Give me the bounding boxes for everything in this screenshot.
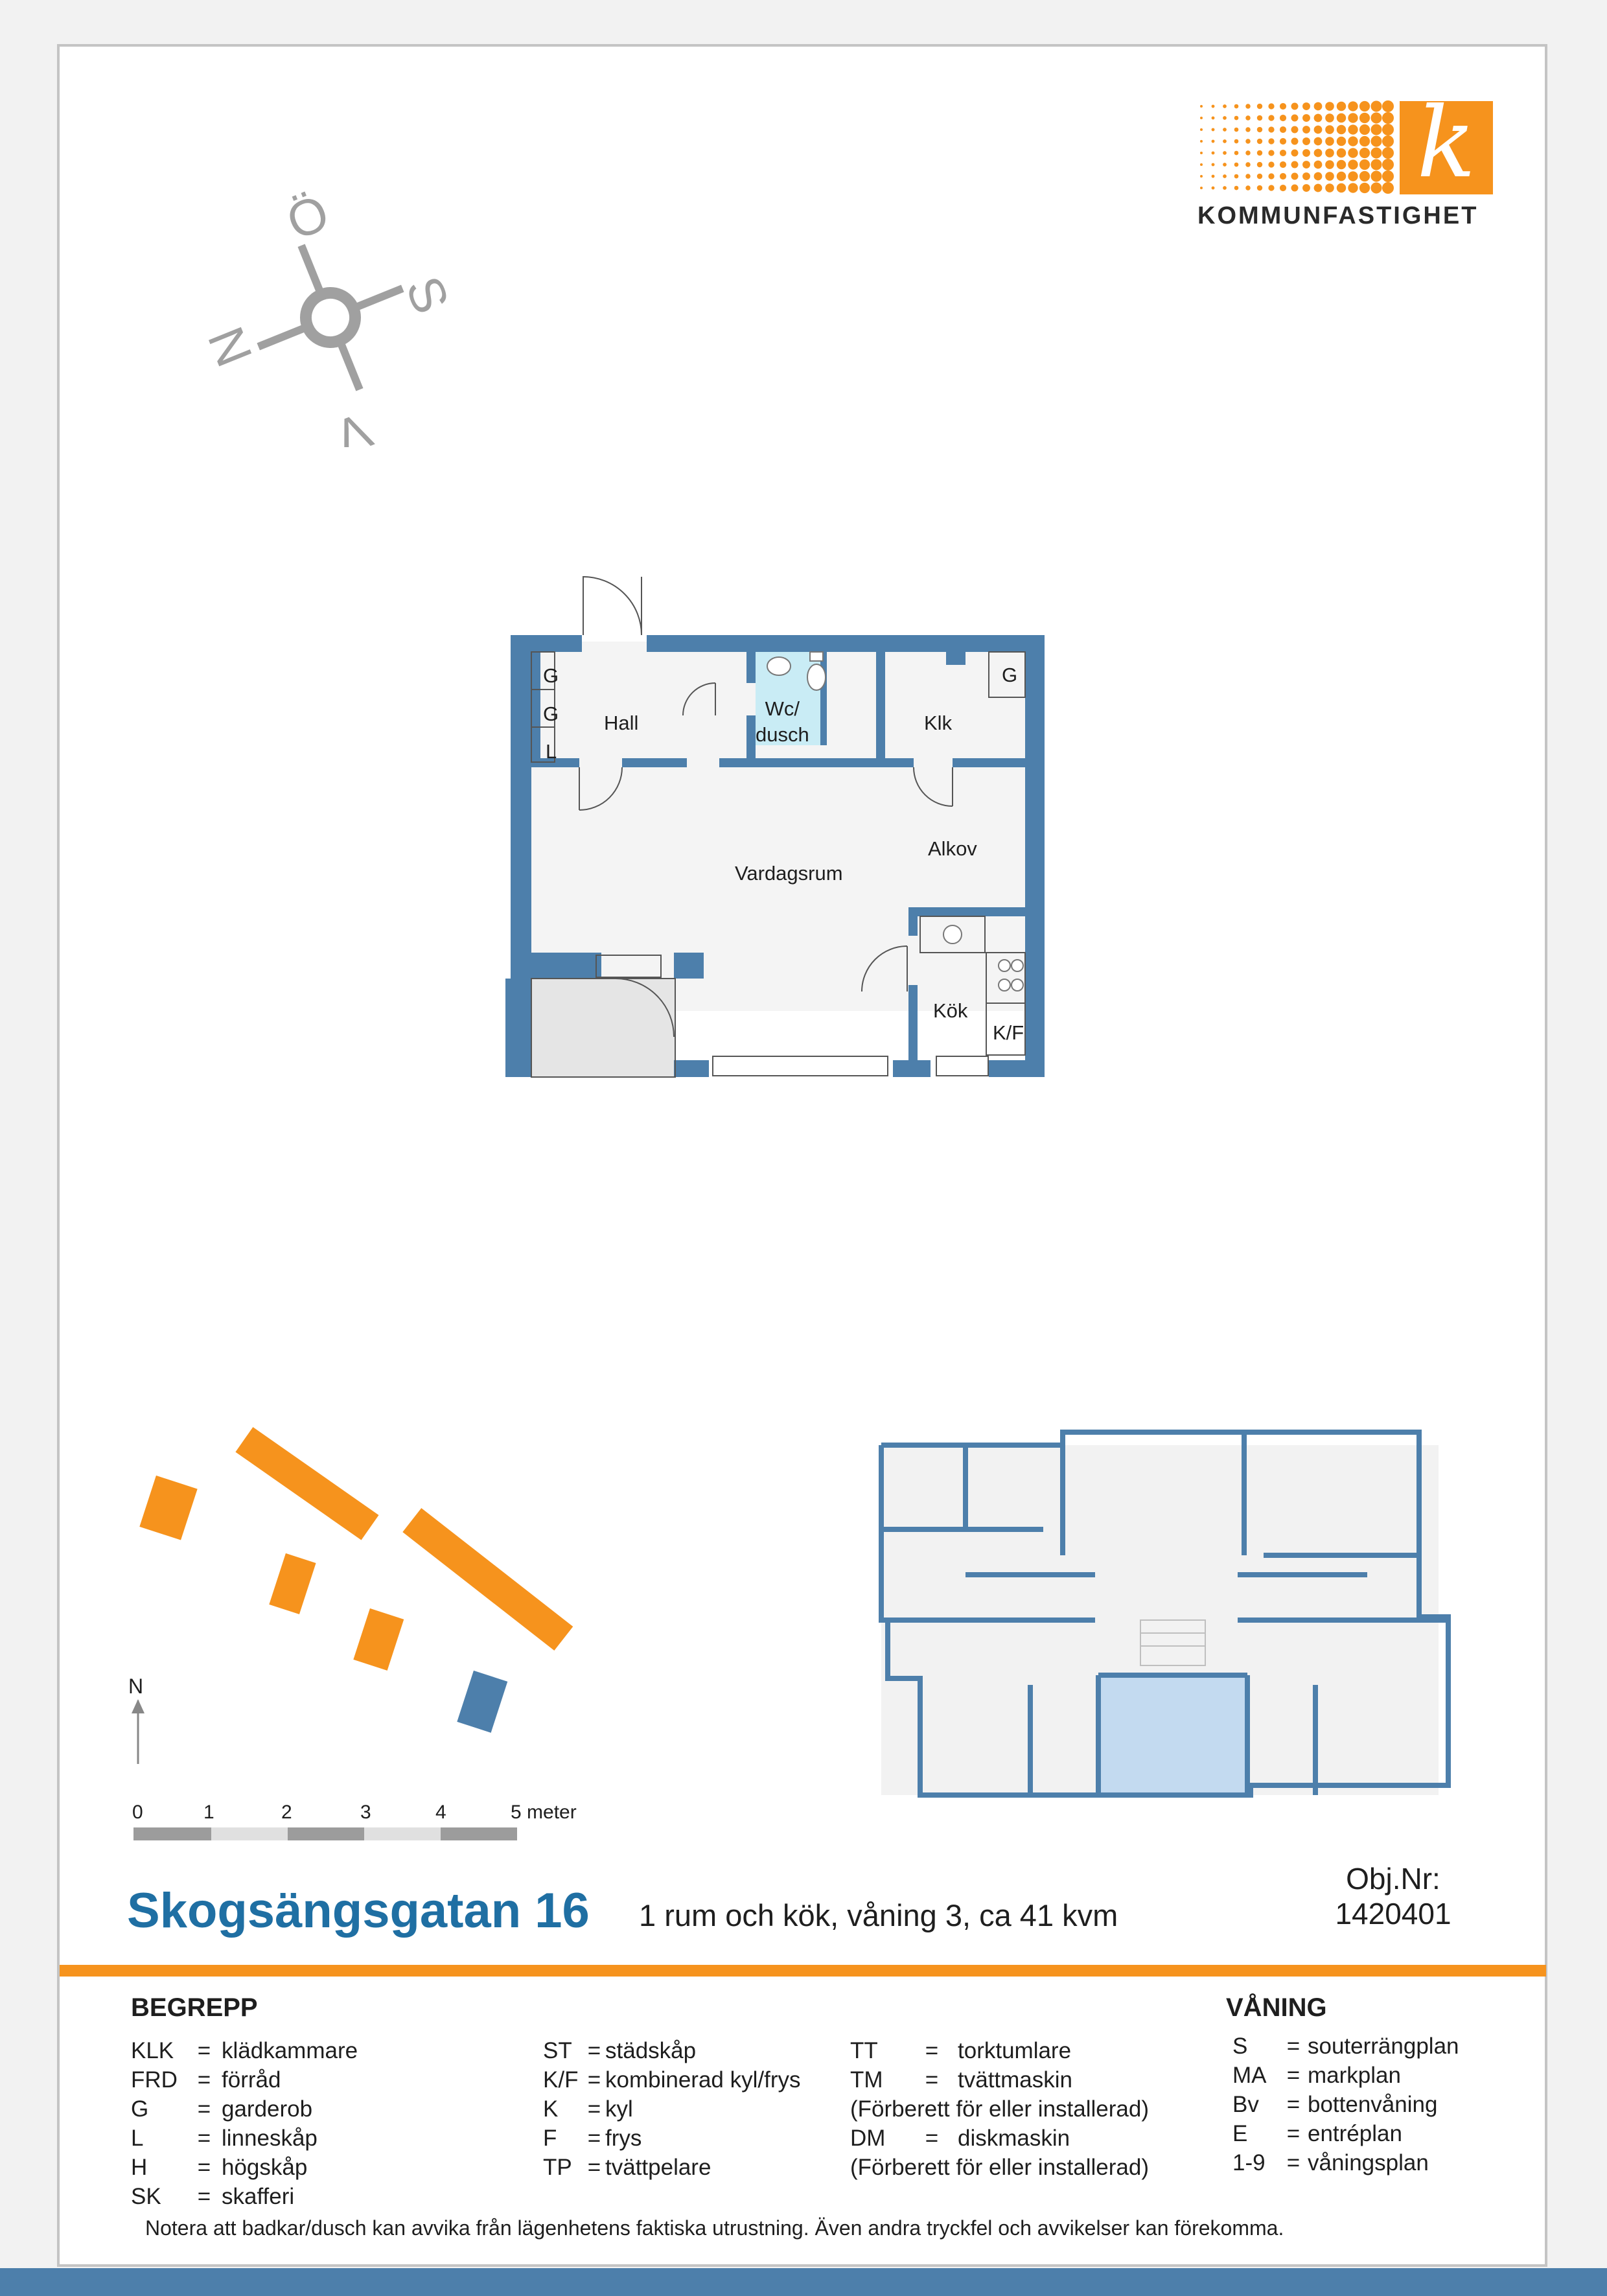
legend-text: våningsplan xyxy=(1308,2150,1429,2175)
apartment-summary: 1 rum och kök, våning 3, ca 41 kvm xyxy=(639,1898,1118,1932)
legend-text: kombinerad kyl/frys xyxy=(605,2067,801,2093)
legend-abbr: TT xyxy=(850,2038,878,2063)
compass-east-label: Ö xyxy=(279,188,337,251)
floor-plan xyxy=(499,564,1056,1089)
scale-tick-2: 2 xyxy=(281,1802,292,1823)
legend-equals: = xyxy=(587,2155,601,2180)
legend-text: entréplan xyxy=(1308,2121,1402,2146)
logo-wordmark: KOMMUNFASTIGHET xyxy=(1197,202,1479,229)
legend-text: förråd xyxy=(222,2067,281,2093)
legend-abbr: H xyxy=(131,2155,148,2180)
legend-row xyxy=(1232,2063,1401,2089)
legend-abbr: K xyxy=(543,2096,559,2122)
legend-row xyxy=(543,2155,711,2181)
room-label-klk: Klk xyxy=(924,712,953,734)
legend-equals: = xyxy=(197,2155,211,2180)
disclaimer-note: Notera att badkar/dusch kan avvika från lägenhetens faktiska utrustning. Även andra tryckfel och avvikelser kan förekomma. xyxy=(145,2216,1284,2240)
legend-equals: = xyxy=(587,2038,601,2063)
compass-north-label: N xyxy=(196,319,264,375)
legend-row xyxy=(543,2096,633,2122)
scale-bar xyxy=(133,1827,520,1842)
legend-abbr: SK xyxy=(131,2184,161,2209)
legend-row xyxy=(1232,2092,1437,2118)
compass-rose xyxy=(194,188,467,447)
legend-row xyxy=(1232,2150,1429,2176)
address-title: Skogsängsgatan 16 xyxy=(127,1883,590,1938)
scale-tick-3: 3 xyxy=(360,1802,371,1823)
legend-row xyxy=(850,2126,1070,2151)
legend-text: städskåp xyxy=(605,2038,697,2063)
legend-abbr: G xyxy=(131,2096,149,2122)
legend-equals: = xyxy=(587,2126,601,2151)
legend-row xyxy=(131,2155,307,2181)
legend-equals: = xyxy=(925,2067,939,2093)
legend-row xyxy=(543,2038,696,2064)
room-label-vardagsrum: Vardagsrum xyxy=(735,862,843,885)
legend-equals: = xyxy=(197,2184,211,2209)
compass-south-label: S xyxy=(395,268,461,321)
site-north-label: N xyxy=(128,1675,144,1698)
legend-equals: = xyxy=(587,2067,601,2093)
legend-abbr: K/F xyxy=(543,2067,579,2093)
legend-text: linneskåp xyxy=(222,2126,318,2151)
legend-text: bottenvåning xyxy=(1308,2092,1438,2117)
compass-west-label: V xyxy=(327,401,380,447)
legend-abbr: FRD xyxy=(131,2067,178,2093)
object-number-value: 1420401 xyxy=(1335,1897,1451,1931)
legend-abbr: ST xyxy=(543,2038,572,2063)
room-label-l: L xyxy=(546,740,557,763)
legend-abbr: TP xyxy=(543,2155,572,2180)
legend-abbr: TM xyxy=(850,2067,883,2093)
orange-divider xyxy=(60,1965,1546,1977)
legend-abbr: Bv xyxy=(1232,2092,1259,2117)
legend-abbr: KLK xyxy=(131,2038,174,2063)
scale-tick-0: 0 xyxy=(132,1802,143,1823)
object-number-label: Obj.Nr: xyxy=(1346,1862,1440,1896)
legend-row xyxy=(131,2096,312,2122)
legend-text: frys xyxy=(605,2126,642,2151)
legend-text: garderob xyxy=(222,2096,313,2122)
begrepp-heading: BEGREPP xyxy=(131,1993,258,2022)
legend-row xyxy=(850,2096,1149,2122)
room-label-wc: Wc/ dusch xyxy=(756,697,809,746)
vaning-heading: VÅNING xyxy=(1226,1993,1327,2022)
legend-row xyxy=(543,2126,642,2151)
legend-text: diskmaskin xyxy=(958,2126,1070,2151)
legend-equals: = xyxy=(1286,2150,1301,2175)
legend-row xyxy=(131,2038,358,2064)
legend-equals: = xyxy=(1286,2121,1301,2146)
legend-abbr: E xyxy=(1232,2121,1248,2146)
scale-tick-5: 5 meter xyxy=(511,1802,577,1823)
room-label-alkov: Alkov xyxy=(928,837,977,860)
legend-abbr: 1-9 xyxy=(1232,2150,1266,2175)
room-label-g3: G xyxy=(1002,664,1018,686)
legend-text: tvättpelare xyxy=(605,2155,711,2180)
room-label-kok: Kök xyxy=(933,999,968,1022)
legend-equals: = xyxy=(1286,2092,1301,2117)
room-label-kf: K/F xyxy=(993,1021,1024,1044)
logo-graphic xyxy=(1196,100,1494,197)
legend-equals: = xyxy=(1286,2034,1301,2059)
legend-equals: = xyxy=(197,2038,211,2063)
legend-equals: = xyxy=(925,2126,939,2151)
kommunfastighet-logo xyxy=(1196,100,1494,197)
legend-text: kyl xyxy=(605,2096,633,2122)
legend-row xyxy=(850,2067,1072,2093)
legend-text: markplan xyxy=(1308,2063,1401,2088)
legend-equals: = xyxy=(197,2126,211,2151)
legend-abbr: DM xyxy=(850,2126,886,2151)
bottom-stripe xyxy=(0,2268,1607,2296)
legend-equals: = xyxy=(587,2096,601,2122)
legend-row xyxy=(850,2038,1071,2064)
legend-text: (Förberett för eller installerad) xyxy=(850,2096,1149,2122)
legend-abbr: S xyxy=(1232,2034,1248,2059)
site-map xyxy=(130,1406,622,1756)
room-label-hall: Hall xyxy=(604,712,639,734)
scale-tick-1: 1 xyxy=(203,1802,214,1823)
legend-abbr: F xyxy=(543,2126,557,2151)
building-key-plan xyxy=(875,1426,1458,1808)
legend-row xyxy=(131,2067,281,2093)
legend-text: souterrängplan xyxy=(1308,2034,1459,2059)
legend-row xyxy=(1232,2034,1459,2059)
legend-equals: = xyxy=(925,2038,939,2063)
legend-abbr: L xyxy=(131,2126,144,2151)
legend-equals: = xyxy=(197,2067,211,2093)
legend-text: högskåp xyxy=(222,2155,308,2180)
legend-text: klädkammare xyxy=(222,2038,358,2063)
legend-text: skafferi xyxy=(222,2184,295,2209)
logo-letter: k xyxy=(1416,100,1476,197)
legend-equals: = xyxy=(1286,2063,1301,2088)
legend-abbr: MA xyxy=(1232,2063,1267,2088)
legend-row xyxy=(131,2126,318,2151)
legend-row xyxy=(543,2067,800,2093)
room-label-g2: G xyxy=(543,702,559,725)
legend-row xyxy=(1232,2121,1402,2147)
scale-tick-4: 4 xyxy=(435,1802,446,1823)
legend-text: (Förberett för eller installerad) xyxy=(850,2155,1149,2180)
object-number xyxy=(1335,1861,1451,1931)
site-north-arrow xyxy=(127,1675,149,1765)
legend-text: torktumlare xyxy=(958,2038,1072,2063)
legend-text: tvättmaskin xyxy=(958,2067,1072,2093)
legend-equals: = xyxy=(197,2096,211,2122)
room-label-g1: G xyxy=(543,664,559,687)
legend-row xyxy=(850,2155,1149,2181)
legend-row xyxy=(131,2184,294,2210)
